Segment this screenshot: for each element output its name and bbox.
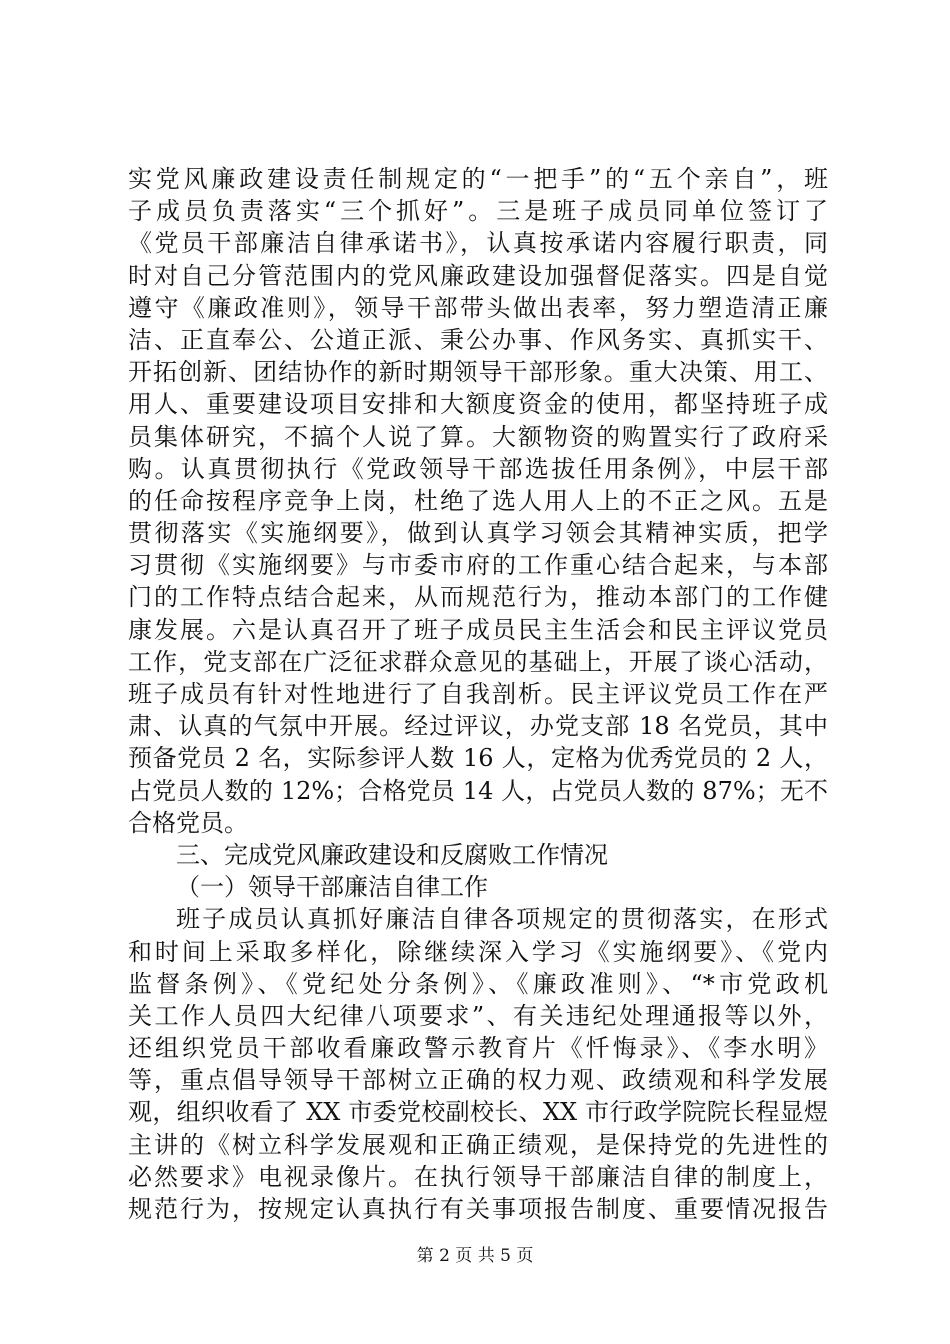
text-line: 班子成员认真抓好廉洁自律各项规定的贯彻落实，在形式 <box>176 905 828 934</box>
text-line: 还组织党员干部收看廉政警示教育片《忏悔录》、《李水明》 <box>128 1034 828 1063</box>
section-heading: 三、完成党风廉政建设和反腐败工作情况 <box>176 840 608 869</box>
text-line: 贯彻落实《实施纲要》，做到认真学习领会其精神实质，把学 <box>128 519 828 548</box>
page-number-footer: 第 2 页 共 5 页 <box>416 1246 534 1266</box>
text-line: 合格党员。 <box>128 808 248 837</box>
subsection-heading: （一）领导干部廉洁自律工作 <box>176 873 488 902</box>
text-line: 必然要求》电视录像片。在执行领导干部廉洁自律的制度上， <box>128 1162 828 1191</box>
text-line: 监督条例》、《党纪处分条例》、《廉政准则》、“*市党政机 <box>128 969 828 998</box>
text-line: 班子成员有针对性地进行了自我剖析。民主评议党员工作在严 <box>128 680 828 708</box>
text-line: 《党员干部廉洁自律承诺书》，认真按承诺内容履行职责，同 <box>128 229 828 258</box>
text-line: 关工作人员四大纪律八项要求”、有关违纪处理通报等以外， <box>128 1001 828 1030</box>
text-line: 预备党员 2 名，实际参评人数 16 人，定格为优秀党员的 2 人， <box>128 744 828 773</box>
text-line: 习贯彻《实施纲要》与市委市府的工作重心结合起来，与本部 <box>128 551 828 580</box>
text-line: 肃、认真的气氛中开展。经过评议，办党支部 18 名党员，其中 <box>128 712 828 741</box>
document-body <box>128 163 828 1225</box>
text-line: 等，重点倡导领导干部树立正确的权力观、政绩观和科学发展 <box>128 1066 828 1095</box>
text-line: 观，组织收看了 XX 市委党校副校长、XX 市行政学院院长程显煜 <box>128 1098 828 1127</box>
text-line: 遵守《廉政准则》，领导干部带头做出表率，努力塑造清正廉 <box>128 293 828 322</box>
text-line: 主讲的《树立科学发展观和正确正绩观，是保持党的先进性的 <box>128 1130 828 1159</box>
text-line: 时对自己分管范围内的党风廉政建设加强督促落实。四是自觉 <box>128 261 828 290</box>
text-line: 占党员人数的 12%；合格党员 14 人，占党员人数的 87%；无不 <box>128 776 828 805</box>
text-line: 子成员负责落实“三个抓好”。三是班子成员同单位签订了 <box>128 197 828 226</box>
text-line: 门的工作特点结合起来，从而规范行为，推动本部门的工作健 <box>128 583 828 612</box>
text-line: 和时间上采取多样化，除继续深入学习《实施纲要》、《党内 <box>128 937 828 966</box>
text-line: 工作，党支部在广泛征求群众意见的基础上，开展了谈心活动， <box>128 647 828 676</box>
text-line: 的任命按程序竞争上岗，杜绝了选人用人上的不正之风。五是 <box>128 486 828 515</box>
text-line: 员集体研究，不搞个人说了算。大额物资的购置实行了政府采 <box>128 422 828 451</box>
text-line: 购。认真贯彻执行《党政领导干部选拔任用条例》，中层干部 <box>128 454 828 483</box>
text-line: 用人、重要建设项目安排和大额度资金的使用，都坚持班子成 <box>128 390 828 419</box>
text-line: 规范行为，按规定认真执行有关事项报告制度、重要情况报告 <box>128 1195 828 1223</box>
text-line: 实党风廉政建设责任制规定的“一把手”的“五个亲自”，班 <box>128 165 828 193</box>
text-line: 洁、正直奉公、公道正派、秉公办事、作风务实、真抓实干、 <box>128 325 828 354</box>
text-line: 开拓创新、团结协作的新时期领导干部形象。重大决策、用工、 <box>128 358 828 387</box>
text-line: 康发展。六是认真召开了班子成员民主生活会和民主评议党员 <box>128 615 828 644</box>
